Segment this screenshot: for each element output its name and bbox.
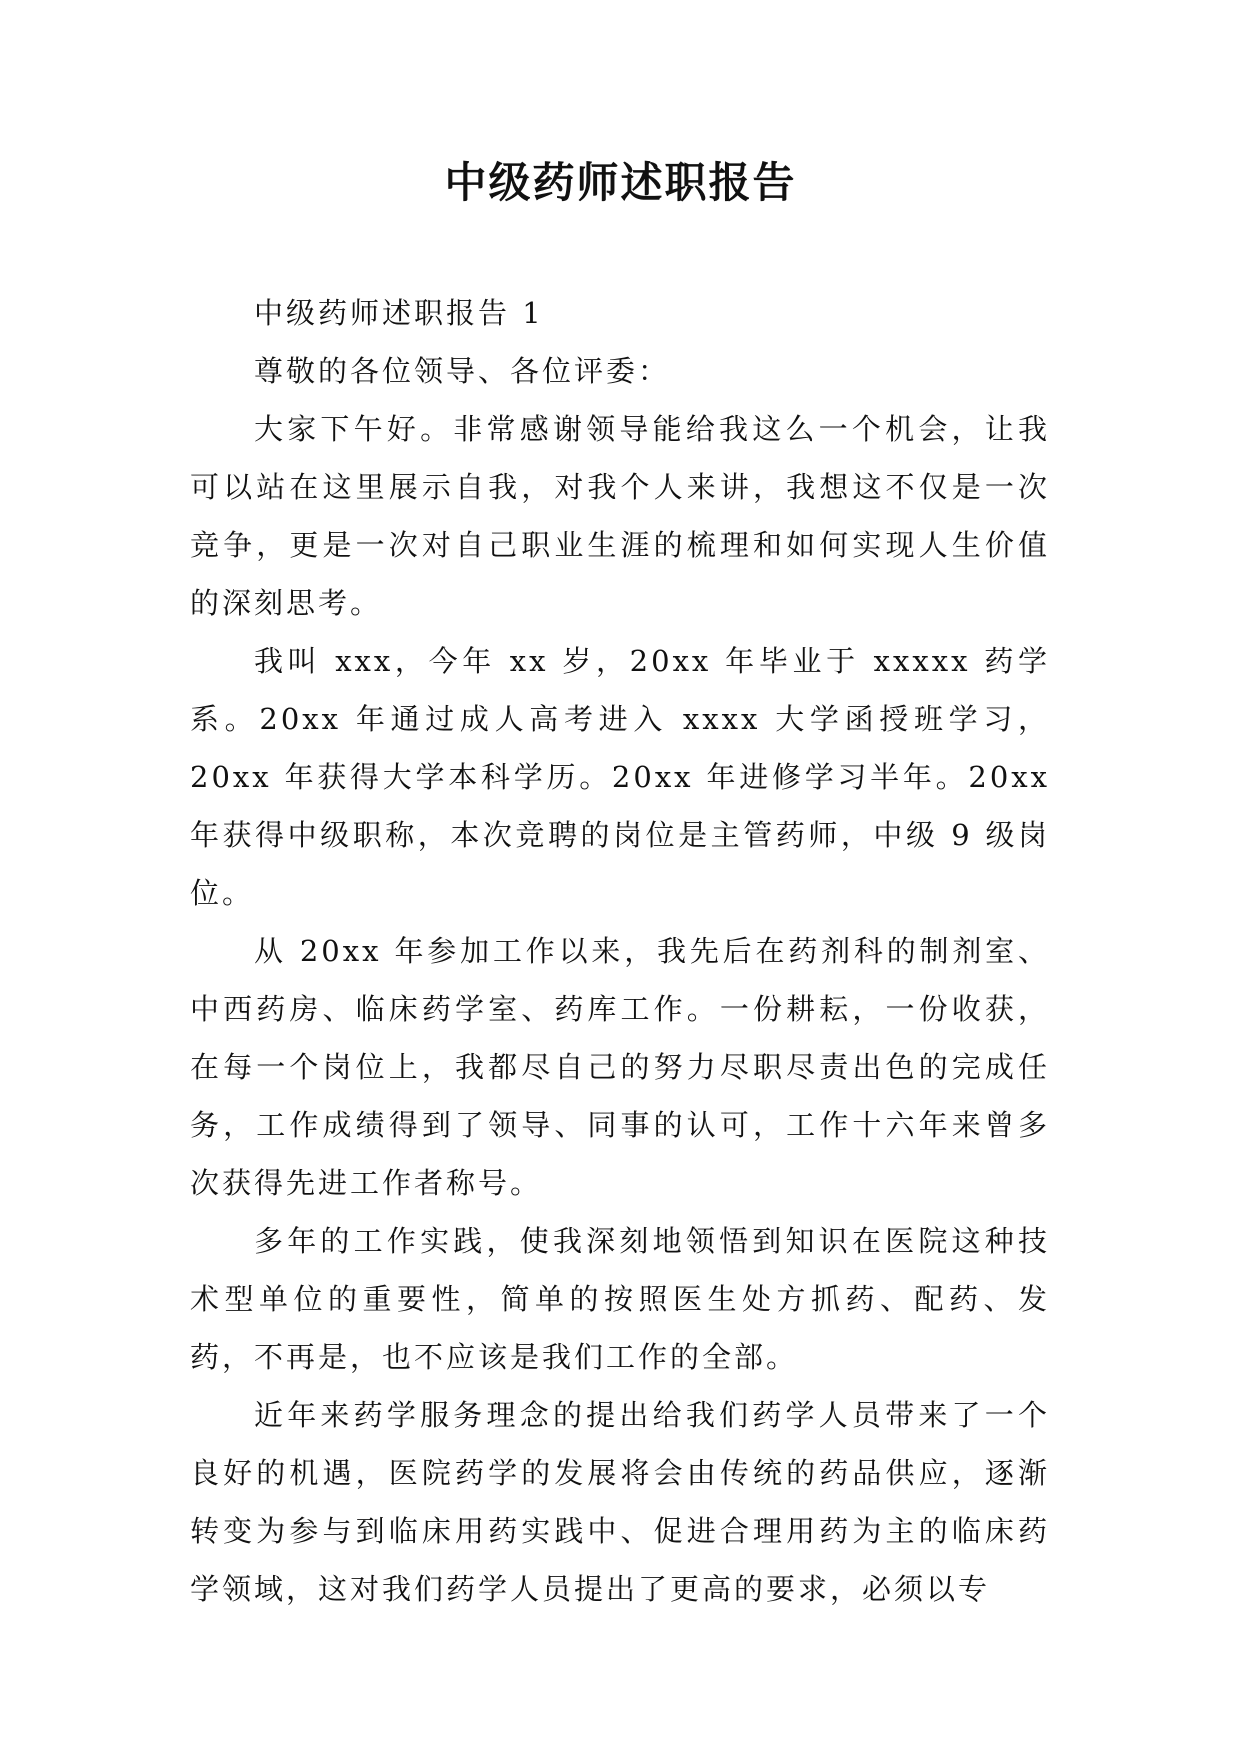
document-body: [190, 284, 1050, 1618]
salutation: 尊敬的各位领导、各位评委：: [254, 354, 671, 388]
document-title: 中级药师述职报告: [444, 158, 797, 207]
body-paragraph: 我叫 xxx，今年 xx 岁，20xx 年毕业于 xxxxx 药学系。20xx 年通过成人高考进入 xxxx 大学函授班学习，20xx 年获得大学本科学历。20xx 年进修学习半年。20xx 年获得中级职称，本次竞聘的岗位是主管药师，中级 9 级岗位。: [190, 644, 1050, 910]
body-paragraph: 近年来药学服务理念的提出给我们药学人员带来了一个良好的机遇，医院药学的发展将会由传统的药品供应，逐渐转变为参与到临床用药实践中、促进合理用药为主的临床药学领域，这对我们药学人员提出了更高的要求，必须以专: [190, 1398, 1050, 1606]
body-paragraph: 大家下午好。非常感谢领导能给我这么一个机会，让我可以站在这里展示自我，对我个人来讲，我想这不仅是一次竞争，更是一次对自己职业生涯的梳理和如何实现人生价值的深刻思考。: [190, 412, 1050, 620]
body-paragraph: 从 20xx 年参加工作以来，我先后在药剂科的制剂室、中西药房、临床药学室、药库工作。一份耕耘，一份收获，在每一个岗位上，我都尽自己的努力尽职尽责出色的完成任务，工作成绩得到了领导、同事的认可，工作十六年来曾多次获得先进工作者称号。: [190, 934, 1050, 1200]
body-paragraph: 多年的工作实践，使我深刻地领悟到知识在医院这种技术型单位的重要性，简单的按照医生处方抓药、配药、发药，不再是，也不应该是我们工作的全部。: [190, 1224, 1050, 1374]
report-subtitle: 中级药师述职报告 1: [254, 296, 544, 330]
